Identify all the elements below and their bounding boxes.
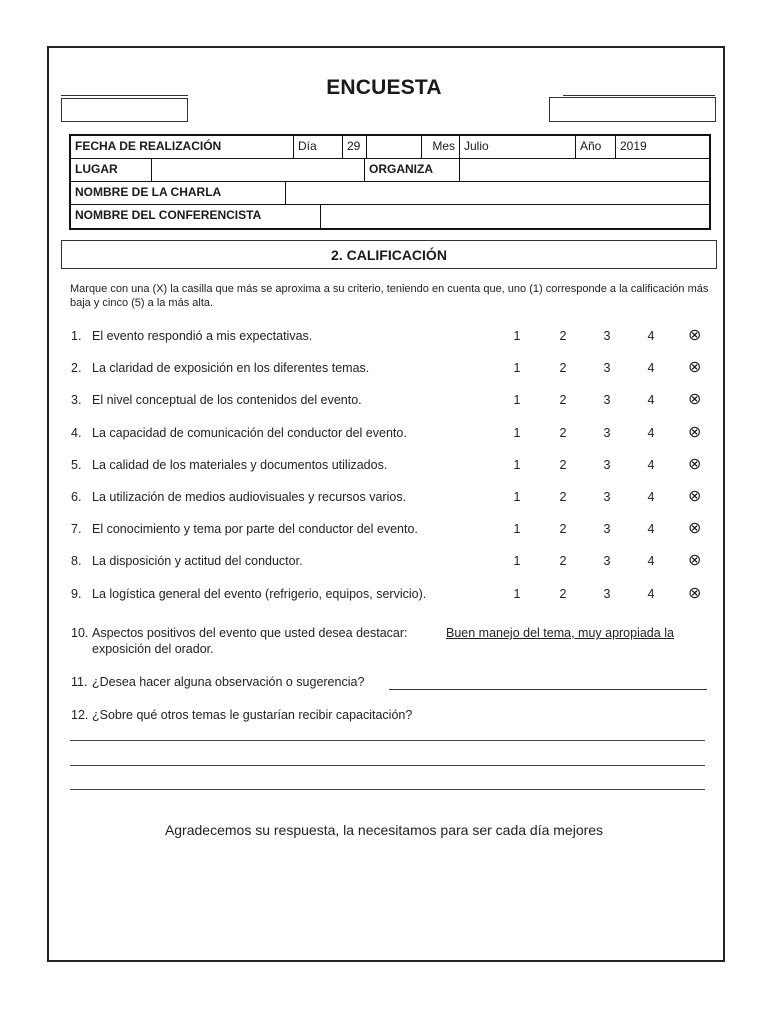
rating-option-5-selected[interactable]: ⊗ — [688, 359, 702, 376]
dia-value[interactable]: 29 — [342, 136, 366, 158]
thanks-message: Agradecemos su respuesta, la necesitamos para ser cada día mejores — [164, 822, 604, 838]
rating-option-3[interactable]: 3 — [603, 490, 611, 504]
rating-option-3[interactable]: 3 — [603, 329, 611, 343]
answer-line-2[interactable] — [70, 765, 705, 766]
question-row — [71, 554, 721, 574]
rating-option-4[interactable]: 4 — [647, 522, 655, 536]
question-row — [71, 522, 721, 542]
mes-value[interactable]: Julio — [459, 136, 575, 158]
rating-option-2[interactable]: 2 — [559, 361, 567, 375]
organiza-label: ORGANIZA — [364, 159, 459, 181]
header-box-right — [549, 97, 716, 122]
question-11-answer-line[interactable] — [389, 689, 707, 690]
info-row-lugar — [71, 159, 709, 182]
rating-option-3[interactable]: 3 — [603, 361, 611, 375]
rating-option-4[interactable]: 4 — [647, 361, 655, 375]
question-text: La calidad de los materiales y documentos utilizados. — [92, 458, 388, 472]
info-row-charla — [71, 182, 709, 205]
question-text: La logística general del evento (refrigerio, equipos, servicio). — [92, 587, 427, 601]
rating-option-1[interactable]: 1 — [513, 554, 521, 568]
lugar-value[interactable] — [151, 159, 364, 181]
question-number: 7. — [71, 522, 82, 536]
rating-option-5-selected[interactable]: ⊗ — [688, 391, 702, 408]
header-line-left — [61, 95, 188, 96]
instructions: Marque con una (X) la casilla que más se aproxima a su criterio, teniendo en cuenta que, uno (1) corresponde a la calificación más baja y cinco (5) a la más alta. — [70, 283, 709, 309]
question-text: La utilización de medios audiovisuales y recursos varios. — [92, 490, 407, 504]
info-row-conferencista — [71, 205, 709, 228]
rating-option-2[interactable]: 2 — [559, 329, 567, 343]
rating-option-2[interactable]: 2 — [559, 393, 567, 407]
rating-option-1[interactable]: 1 — [513, 393, 521, 407]
question-row — [71, 426, 721, 446]
charla-label: NOMBRE DE LA CHARLA — [75, 185, 222, 199]
organiza-value[interactable] — [459, 159, 709, 181]
answer-line-1[interactable] — [70, 740, 705, 741]
question-number: 3. — [71, 393, 82, 407]
conferencista-value[interactable] — [320, 205, 709, 228]
question-number: 6. — [71, 490, 82, 504]
rating-option-2[interactable]: 2 — [559, 522, 567, 536]
dia-extra — [366, 136, 421, 158]
anio-label: Año — [575, 136, 615, 158]
dia-label: Día — [293, 136, 342, 158]
question-row — [71, 458, 721, 478]
rating-option-1[interactable]: 1 — [513, 426, 521, 440]
question-11-number: 11. — [71, 675, 88, 689]
rating-option-3[interactable]: 3 — [603, 458, 611, 472]
question-number: 5. — [71, 458, 82, 472]
question-row — [71, 393, 721, 413]
rating-option-2[interactable]: 2 — [559, 426, 567, 440]
rating-option-5-selected[interactable]: ⊗ — [688, 327, 702, 344]
rating-option-3[interactable]: 3 — [603, 554, 611, 568]
answer-line-3[interactable] — [70, 789, 705, 790]
question-number: 4. — [71, 426, 82, 440]
question-10-answer-line2[interactable]: exposición del orador. — [92, 642, 214, 656]
rating-option-4[interactable]: 4 — [647, 490, 655, 504]
question-text: El evento respondió a mis expectativas. — [92, 329, 313, 343]
question-number: 9. — [71, 587, 82, 601]
fecha-label: FECHA DE REALIZACIÓN — [75, 139, 222, 153]
question-text: El conocimiento y tema por parte del conductor del evento. — [92, 522, 418, 536]
header-box-left — [61, 98, 188, 122]
rating-option-4[interactable]: 4 — [647, 554, 655, 568]
charla-value[interactable] — [285, 182, 709, 204]
question-text: La capacidad de comunicación del conductor del evento. — [92, 426, 407, 440]
question-row — [71, 329, 721, 349]
header-line-right — [563, 95, 715, 96]
rating-option-4[interactable]: 4 — [647, 393, 655, 407]
question-10-number: 10. — [71, 626, 89, 640]
info-row-fecha — [71, 136, 709, 159]
rating-option-5-selected[interactable]: ⊗ — [688, 552, 702, 569]
question-text: La disposición y actitud del conductor. — [92, 554, 303, 568]
rating-option-1[interactable]: 1 — [513, 458, 521, 472]
page-title: ENCUESTA — [326, 76, 442, 99]
rating-option-3[interactable]: 3 — [603, 522, 611, 536]
rating-option-1[interactable]: 1 — [513, 361, 521, 375]
question-10-answer-line1[interactable]: Buen manejo del tema, muy apropiada la — [446, 626, 674, 640]
rating-option-3[interactable]: 3 — [603, 393, 611, 407]
rating-option-1[interactable]: 1 — [513, 490, 521, 504]
question-row — [71, 490, 721, 510]
rating-option-5-selected[interactable]: ⊗ — [688, 488, 702, 505]
rating-option-5-selected[interactable]: ⊗ — [688, 585, 702, 602]
rating-option-5-selected[interactable]: ⊗ — [688, 456, 702, 473]
question-row — [71, 587, 721, 607]
question-number: 2. — [71, 361, 82, 375]
question-12-number: 12. — [71, 708, 89, 722]
rating-option-3[interactable]: 3 — [603, 587, 611, 601]
question-row — [71, 361, 721, 381]
rating-option-1[interactable]: 1 — [513, 522, 521, 536]
info-table — [69, 134, 711, 230]
question-11-text: ¿Desea hacer alguna observación o sugerencia? — [92, 675, 365, 689]
rating-option-4[interactable]: 4 — [647, 587, 655, 601]
rating-option-3[interactable]: 3 — [603, 426, 611, 440]
rating-option-5-selected[interactable]: ⊗ — [688, 520, 702, 537]
rating-option-4[interactable]: 4 — [647, 329, 655, 343]
question-text: La claridad de exposición en los diferentes temas. — [92, 361, 370, 375]
rating-option-2[interactable]: 2 — [559, 587, 567, 601]
mes-label: Mes — [421, 136, 459, 158]
section-title: 2. CALIFICACIÓN — [61, 240, 717, 269]
lugar-label: LUGAR — [75, 162, 118, 176]
anio-value[interactable]: 2019 — [615, 136, 709, 158]
rating-option-4[interactable]: 4 — [647, 458, 655, 472]
rating-option-1[interactable]: 1 — [513, 587, 521, 601]
question-text: El nivel conceptual de los contenidos del evento. — [92, 393, 362, 407]
rating-option-1[interactable]: 1 — [513, 329, 521, 343]
rating-option-4[interactable]: 4 — [647, 426, 655, 440]
conferencista-label: NOMBRE DEL CONFERENCISTA — [75, 208, 262, 222]
rating-option-2[interactable]: 2 — [559, 458, 567, 472]
rating-option-2[interactable]: 2 — [559, 490, 567, 504]
question-number: 8. — [71, 554, 82, 568]
rating-option-2[interactable]: 2 — [559, 554, 567, 568]
question-12-text: ¿Sobre qué otros temas le gustarían recibir capacitación? — [92, 708, 413, 722]
question-number: 1. — [71, 329, 82, 343]
question-10-text: Aspectos positivos del evento que usted desea destacar: — [92, 626, 408, 640]
rating-option-5-selected[interactable]: ⊗ — [688, 424, 702, 441]
